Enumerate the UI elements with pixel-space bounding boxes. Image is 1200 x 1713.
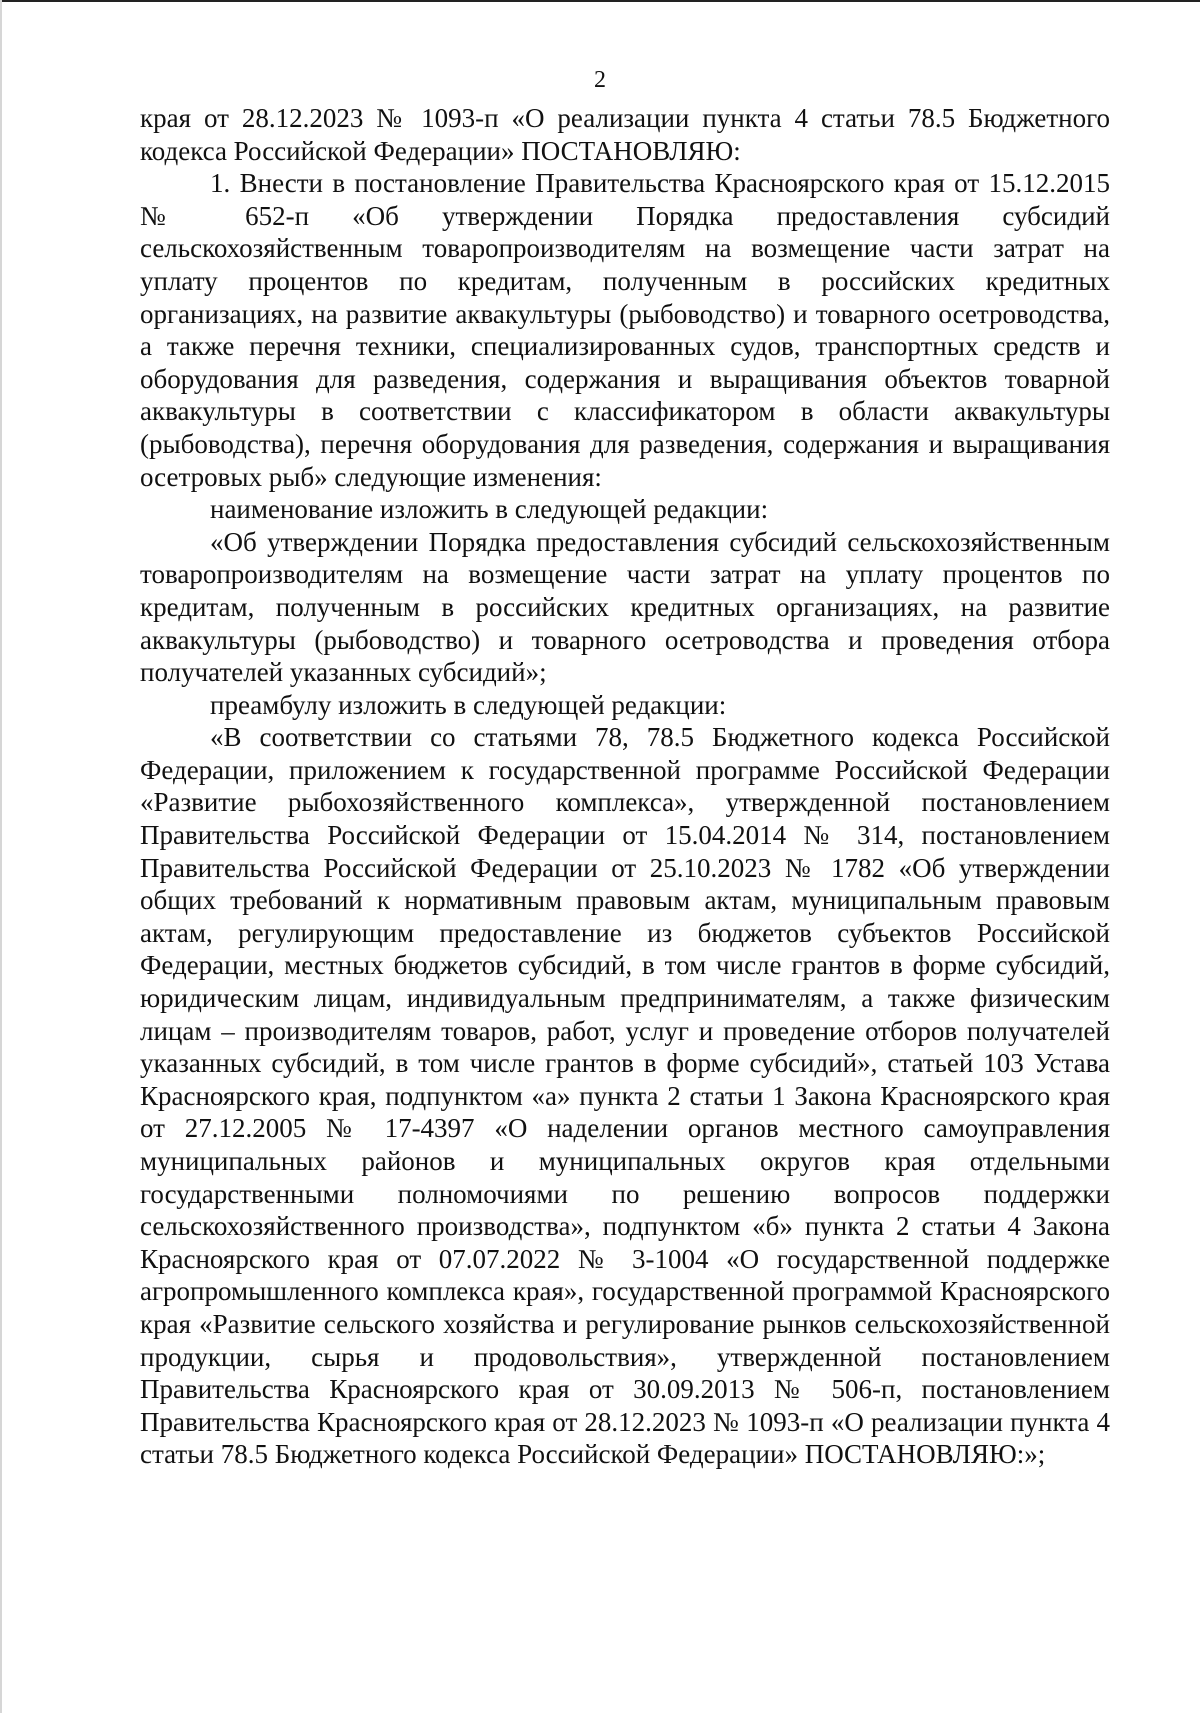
paragraph-item-1: 1. Внести в постановление Правительства Красноярского края от 15.12.2015 № 652-п «Об утверждении Порядка предоставления субсидий сельскохозяйственным товаропроизводителям на возмещение части затрат на уплату процентов по кредитам, полученным в российских кредитных организациях, на развитие аквакультуры (рыбоводство) и товарного осетроводства, а также перечня техники, специализированных судов, транспортных средств и оборудования для разведения, содержания и выращивания объектов товарной аквакультуры в соответствии с классификатором в области аквакультуры (рыбоводства), перечня оборудования для разведения, содержания и выращивания осетровых рыб» следующие изменения: — [140, 168, 1110, 492]
top-edge-rule — [0, 0, 1200, 2]
paragraph-continuation: края от 28.12.2023 № 1093-п «О реализации пункта 4 статьи 78.5 Бюджетного кодекса Российской Федерации» ПОСТАНОВЛЯЮ: — [140, 103, 1110, 166]
document-body — [140, 102, 1110, 1471]
paragraph-title-instruction: наименование изложить в следующей редакции: — [210, 494, 769, 525]
paragraph-new-preamble: «В соответствии со статьями 78, 78.5 Бюджетного кодекса Российской Федерации, приложением к государственной программе Российской Федерации «Развитие рыбохозяйственного комплекса», утвержденной постановлением Правительства Российской Федерации от 15.04.2014 № 314, постановлением Правительства Российской Федерации от 25.10.2023 № 1782 «Об утверждении общих требований к нормативным правовым актам, муниципальным правовым актам, регулирующим предоставление из бюджетов субъектов Российской Федерации, местных бюджетов субсидий, в том числе грантов в форме субсидий, юридическим лицам, индивидуальным предпринимателям, а также физическим лицам – производителям товаров, работ, услуг и проведение отборов получателей указанных субсидий, в том числе грантов в форме субсидий», статьей 103 Устава Красноярского края, подпунктом «а» пункта 2 статьи 1 Закона Красноярского края от 27.12.2005 № 17-4397 «О наделении органов местного самоуправления муниципальных районов и муниципальных округов края отдельными государственными полномочиями по решению вопросов поддержки сельскохозяйственного производства», подпунктом «б» пункта 2 статьи 4 Закона Красноярского края от 07.07.2022 № 3-1004 «О государственной поддержке агропромышленного комплекса края», государственной программой Красноярского края «Развитие сельского хозяйства и регулирование рынков сельскохозяйственной продукции, сырья и продовольствия», утвержденной постановлением Правительства Красноярского края от 30.09.2013 № 506-п, постановлением Правительства Красноярского края от 28.12.2023 № 1093-п «О реализации пункта 4 статьи 78.5 Бюджетного кодекса Российской Федерации» ПОСТАНОВЛЯЮ:»; — [140, 722, 1110, 1470]
page-number: 2 — [594, 67, 606, 93]
left-scan-edge — [0, 0, 2, 1713]
paragraph-preamble-instruction: преамбулу изложить в следующей редакции: — [210, 689, 727, 720]
paragraph-new-title: «Об утверждении Порядка предоставления субсидий сельскохозяйственным товаропроизводителям на возмещение части затрат на уплату процентов по кредитам, полученным в российских кредитных организациях, на развитие аквакультуры (рыбоводство) и товарного осетроводства и проведения отбора получателей указанных субсидий»; — [140, 526, 1110, 688]
